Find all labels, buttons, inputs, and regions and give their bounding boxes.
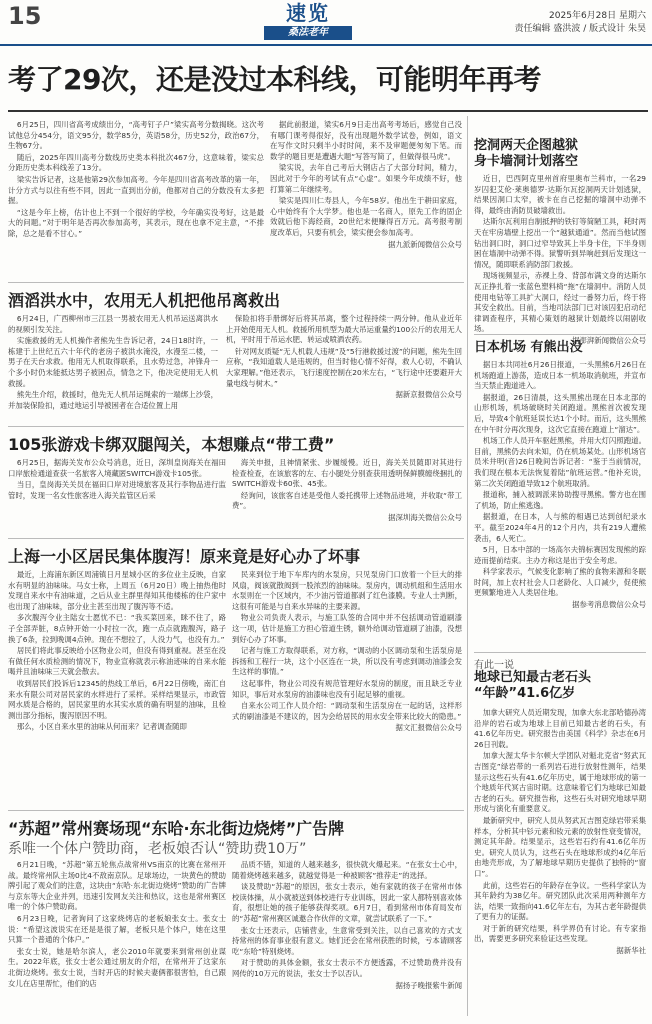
- rock-headline-line-2: “年龄”41.6亿岁: [474, 686, 576, 701]
- drone-column-2: [226, 314, 462, 420]
- section-label: [258, 0, 358, 40]
- shanghai-paragraph: 记者与施工方取得联系，对方称，“调动的小区调动泵和生活泵房是拆扬和工程行一块，这个小区连在一块，所以没有考虑到调动油漆会发生这样的事情。”: [232, 646, 462, 677]
- game-card-paragraph: 当日，皇岗海关关员在福田口岸对进境旅客及其行李物品进行监管时，发现一名女性旅客进入海关监管区后采: [8, 480, 226, 500]
- lead-paragraph: 据此前报道，梁实6月9日走出高考考场后，感觉自己没有哪门课考得很好，没有出现题外数学试卷，例如，语文在写作文时只剩半小时时间，来不及审题便匆匆下笔。而数学的题目更是遭遇大题“写答写简了，但做得很马虎”。: [270, 120, 462, 161]
- bear-source: 据参考消息微信公众号: [572, 600, 646, 610]
- jailbreak-paragraph: 达斯尔瓦利用自制抵押的铁钉等简陋工具，耗时两天在牢房墙壁上挖出一个“越狱通道”。然而当他试图钻出洞口时，洞口过窄导致其上半身卡住，下半身则困在墙洞中动弹不得。狱警听到异响赶到后发现这一情况，随即联系消防部门救援。: [474, 217, 646, 269]
- rock-headline: [474, 670, 646, 702]
- shanghai-paragraph: 物业公司负责人表示，与施工队签的合同中并不包括调动管道刷漆这一项，估计是施工方担心管道生锈，额外给调动管道刷了油漆，没想到好心办了坏事。: [232, 613, 462, 644]
- shanghai-paragraph: 最近，上海浦东新区周浦镇日月星城小区的多位业主反映，自家水有明显的油味味。马女士称，上周五（6月20日）晚上抽热他时发现自来水中有油味道，之后从业主群里得知其他楼栋的住户家中也出现了油味味，部分业主甚至出现了腹泻等不适。: [8, 570, 226, 611]
- bear-paragraph: 科学家表示，气候变化影响了熊的食物来源和冬眠时间，加上农村社会人口老龄化、人口减少，促使熊更频繁地进入人类居住地。: [474, 567, 646, 598]
- story-rule: [8, 810, 464, 811]
- bear-paragraph: 5月，日本中部的一场高尔夫锦标赛因发现熊的踪迹而提前结束。主办方称这是出于安全考虑。: [474, 545, 646, 565]
- rock-paragraph: 加拿大研究人员近期发现，加拿大东北部哈德孙湾沿岸的岩石或为地球上目前已知最古老的石头，有41.6亿年历史。研究报告由美国《科学》杂志在6月26日刊载。: [474, 708, 646, 749]
- lead-headline: 考了29次，还是没过本科线，可能明年再考: [8, 63, 541, 96]
- rock-headline-line-1: 地球已知最古老石头: [474, 670, 592, 685]
- rock-source: 据新华社: [616, 946, 646, 956]
- jailbreak-paragraph: 近日，巴西阿克里州首府里奥布兰科市，一名29岁囚犯艾伦·莱奥德罗·达斯尔瓦挖洞两天计划逃狱，结果因洞口太窄，被卡在自己挖掘的墙洞中动弹不得，最终由消防员破墙救出。: [474, 174, 646, 215]
- bear-paragraph: 报道称，捕入被调派来协助搜寻黑熊。警方也在围了机场，防止熊逃逸。: [474, 490, 646, 510]
- story-rule: [8, 538, 464, 539]
- rock-paragraph: 此前，这些岩石的年龄存在争议。一些科学家认为其年龄约为38亿年。研究团队此次采用两种测年方法，结果一致指向41.6亿年左右，为其古老年龄提供了更有力的证据。: [474, 880, 646, 922]
- shanghai-paragraph: 居民们将此事反映给小区物业公司，但没有得到重视。甚至在没有做任何水质检测的情况下，物业宣称就表示称油迹味的自来水能喝并且油味味三天就会散去。: [8, 646, 226, 677]
- story-rule: [8, 282, 464, 283]
- shanghai-water-headline: 上海一小区居民集体腹泻！原来竟是好心办了坏事: [8, 547, 361, 566]
- drone-paragraph: 熊先生介绍，救援时，他先无人机吊运绳索的一端绑上沙袋，并加装保险扣，通过地运引导被困者在合适位置上用: [8, 390, 218, 410]
- lead-column-1: [8, 120, 264, 280]
- lead-paragraph: 梁实告诉记者，这是他第29次参加高考。今年是四川省高考改革的第一年，计分方式与以往有些不同，因此一直到出分前，他都对自己的分数没有太多把握。: [8, 174, 264, 206]
- bear-headline: 日本机场 有熊出没: [474, 340, 583, 355]
- su-chao-paragraph: 品质不错，知道的人越来越多，很快就火爆起来。“在张女士心中，随着烧烤越来越多，就越觉得是一种被顾客”推荐走”的选择。: [232, 860, 462, 880]
- jailbreak-headline-line-2: 身卡墙洞计划落空: [474, 154, 579, 169]
- sidebar-rule: [474, 334, 646, 335]
- section-title: 速览: [286, 1, 330, 25]
- lead-paragraph: 6月25日，四川省高考成绩出分，“高考钉子户”梁实高考分数揭晓。这次考试他总分454分，语文95分，数学85分，英语58分，历史52分，政治67分，生物67分。: [8, 120, 264, 151]
- issue-date: 2025年6月28日 星期六: [549, 11, 646, 21]
- shanghai-paragraph: 民来到位于地下车库内的水泵房，只见泵房门口放着一个巨大的排风扇，阀该就散阀到一股浓烈的油味味。泵房内，调动机组和生活用水水泵则在一个区域内，不少油污管道都剥了红色漆膜。专业人士判断，这很有可能是与自来水异味的主要来源。: [232, 570, 462, 611]
- su-chao-paragraph: 张女士说，她是哈尔滨人，老公2010年就要来到常州创业谋生。2022年底，张女士老公通过朋友的介绍，在常州开了这家东北街边烧烤。张女士说，当时开店的时候夫妻俩都很害怕，自己跟女儿在店里帮忙，他们的店: [8, 946, 226, 988]
- game-card-headline: 105张游戏卡绑双腿闯关，本想赚点“带工费”: [8, 435, 335, 454]
- lead-source: 据九派新闻微信公众号: [388, 239, 462, 249]
- shanghai-source: 据文汇报微信公众号: [395, 723, 462, 733]
- column-divider: [467, 116, 468, 1016]
- su-chao-paragraph: 6月23日晚，记者询问了这家烧烤店的老板娘张女士。张女士说：“希望这波说实在还是是很了解，老板只是个体户，她在这里只算一个普通的个体户。”: [8, 913, 226, 945]
- su-chao-paragraph: 对于赞助的具体金额，张女士表示不方便透露，不过赞助费并没有网传的10万元的说法，张女士予以否认。: [232, 958, 462, 978]
- su-chao-paragraph: 6月21日晚，“苏超”第五轮焦点战常州VS南京的比赛在常州开战。最终常州队主场0比4不敌南京队。足球场边，一块黄色的赞助牌引起了观众们的注意，这块由“东哈·东北街边烧烤”赞助的广告牌与京东等大企业并列，迅速引发网友关注和热议，这也是常州赛区唯一的个体户赞助商。: [8, 860, 226, 912]
- su-chao-source: 据扬子晚报紫牛新闻: [395, 980, 462, 990]
- shanghai-paragraph: 这起事件，物业公司没有规范管理好水泵房的制度，而且缺乏专业知识，事后对水泵房的油漆味也没有引起足够的重视。: [232, 678, 462, 699]
- su-chao-paragraph: 谈及赞助“苏超”的原因，张女士表示，她有家就的孩子在常州市体校读体操，从小就被送到体校进行专业训练，因此一家人都特别喜欢体育，很想让她的孩子能够获得奖项。6月7日，看到常州市体育局发布的“苏超”常州赛区诚邀合作伙伴的文章，就尝试联系了一下。”: [232, 882, 462, 923]
- su-chao-subheadline: 系唯一个体户赞助商，老板娘否认“赞助费10万”: [8, 841, 307, 857]
- drone-paragraph: 针对网友质疑“无人机载人违规”及“5行港救援过渡”的问题，熊先生回应称，“我知道载人是违规的，但当时他心情不好得，救人心切，不确认大家理解。”他还表示，飞行速度控制在20米左右，“飞行途中还要避开大量电线与树木。”: [226, 346, 462, 388]
- masthead-rule: [0, 44, 652, 46]
- game-card-column-1: [8, 458, 226, 532]
- drone-column-1: [8, 314, 218, 420]
- shanghai-paragraph: 多次腹泻令业主陆女士愿忧不已：“我买菜回来，眯不住了，路子全部弄脏，8点钟开始一小时拉一次，跑一点点就跑腹泻，路子换了6条，拉到晚调4点钟。现在不想拉了，人没力气，也没有力。”: [8, 613, 226, 644]
- game-card-column-2: [232, 458, 462, 532]
- drone-paragraph: 保险扣将手册绑好后将其吊离，整个过程持续一两分钟。他从业近年上开始使用无人机。救援所用机型为最大吊运重量约100公斤的农用无人机，平时用于吊运水肥、转运或喷洒农药。: [226, 314, 462, 345]
- jailbreak-paragraph: 现场视频显示，赤裸上身、背部布满文身的达斯尔瓦正挣扎着一张蓝色塑料椅“拖”在墙洞中。消防人员使用电钻等工具扩大洞口，经过一番努力后，终于将其安全救出。目前，当地司法部门已对该囚犯启动纪律调查程序，其精心策划的越狱计划最终以闹剧收场。: [474, 271, 646, 334]
- drone-rescue-headline: 酒滔洪水中，农用无人机把他吊离救出: [8, 291, 281, 310]
- drone-paragraph: 实施救援的无人机操作者熊先生告诉记者，24日18时许，一栋建于上世纪五六十年代的老房子被洪水淹没，水漫至二楼，一男子在天台求救。他用无人机取得联系，且水势过急，冲锋舟一个多小时仍未能抵达男子被困点，情急之下，他决定使用无人机救援。: [8, 336, 218, 388]
- game-card-source: 据深圳海关微信公众号: [388, 512, 462, 522]
- bear-paragraph: 据日本共同社6月26日报道，一头黑熊6月26日在机场跑道上游荡，造成日本一机场取消航班，并宣布当天禁止跑道进入。: [474, 360, 646, 391]
- lead-paragraph: 随后，2025年四川高考分数线历史类本科批次467分，这意味着，梁实总分距历史类本科线差了13分。: [8, 152, 264, 173]
- rock-column: [474, 708, 646, 1020]
- rock-paragraph: 对于新的研究结果，科学界仍有讨论。有专家指出，需要更多研究来验证这些发现。: [474, 923, 646, 944]
- shanghai-paragraph: 收到居民们投诉后12345的热线工单后，6月22日傍晚，南汇自来水有限公司对居民家的水样进行了采样。采样结果显示，市政管网水质是合格的，居民家里的水其实水质的确有明显的油味，且检测出部分指标，腹泻原因不明。: [8, 678, 226, 720]
- jailbreak-source: 据澎湃新闻微信公众号: [572, 335, 646, 345]
- editor-credits: 责任编辑 盛洪波 / 版式设计 朱昊: [514, 24, 646, 34]
- jailbreak-headline: [474, 138, 646, 170]
- bear-paragraph: 机场工作人员开车驱赶黑熊，并用大灯闪照跑道。目前，黑熊仍去向未知，仍在机场某处。山形机场官员米井明(音)26日晚间告诉记者：“鉴于当前情况，我们现在根本无法恢复着陆”航班运营。”他补充说，第二次关闭跑道导致12个航班取消。: [474, 436, 646, 488]
- lead-paragraph: “这是今年上榜，估计也上不到一个很好的学校，今年确实没考好，这是最大的问题。”对于明年是否再次参加高考，其表示，现在也拿不定主意，“不排除，总之是看不甘心。”: [8, 207, 264, 238]
- su-chao-column-2: [232, 860, 462, 1020]
- game-card-paragraph: 经询问，该旅客自述是受他人委托携带上述物品进境，并收取“带工费”。: [232, 490, 462, 511]
- shanghai-column-1: [8, 570, 226, 804]
- bear-column: [474, 360, 646, 646]
- lead-paragraph: 梁实是四川仁寿县人，今年58岁。他出生于耕田家庭，心中始终有个大学梦。他也是一名商人，原先工作的固企效就后他下海经商，20世纪末便赚得百万元。高考报考制度改革后，只要有机会，梁实便会参加高考。: [270, 196, 462, 237]
- jailbreak-column: [474, 174, 646, 345]
- bear-paragraph: 据报道，在日本，人与熊的相遇已达到创纪录水平。截至2024年4月的12个月内，共有219人遭熊袭击，6人死亡。: [474, 512, 646, 543]
- su-chao-paragraph: 张女士还表示，店铺营业，生意常受到关注，以自己喜欢的方式支持常州的体育事业很有意义。她们还会在常州获胜的时候，亏本请顾客吃“东哈”特别烧烤。: [232, 925, 462, 956]
- jailbreak-headline-line-1: 挖洞两天企图越狱: [474, 138, 579, 153]
- shanghai-paragraph: 那么，小区自来水里的油味从何而来？记者调查随即: [16, 722, 187, 732]
- drone-paragraph: 6月24日，广西柳州市三江县一男被农用无人机吊运送离洪水的视频引发关注。: [8, 314, 218, 334]
- bear-paragraph: 据报道，26日清晨，这头黑熊出现在日本北部的山形机场，机场破晓时关闭跑道。黑熊首次被发现后，导致4个航班延误长达1个小时。而后，这头黑熊在中午时分再次现身，这次它直接在跑道上“溜达”。: [474, 392, 647, 434]
- rock-paragraph: 最新研究中，研究人员从努武瓦吉图克绿岩带采集样本，分析其中钐元素和钕元素的放射性衰变情况，测定其年龄。结果显示，这些岩石约有41.6亿年历史。研究人员认为，这些石头在地球形成约4亿年后由地壳形成，为了解地球早期历史提供了独特的“窗口”。: [474, 815, 646, 878]
- su-chao-column-1: [8, 860, 226, 1020]
- game-card-paragraph: 海关申报，且神情紧张、步履缓慢。近日，海关关员随即对其进行检查检查，在该旅客的左、右小腿处分别查获用透明保鲜膜缠绕捆扎的SWITCH游戏卡60张、45张。: [232, 458, 462, 489]
- sidebar-rule: [474, 652, 646, 653]
- kicker-label: 有此一说: [474, 660, 514, 671]
- lead-paragraph: 梁实说，去年自己考后大钢店占了大部分时间，精力，因此对于今年的考试有点“心虚”。如果今年成绩不好，他打算第二年继续考。: [270, 163, 462, 194]
- masthead-info: [515, 10, 646, 36]
- rock-paragraph: 加拿大渥太华卡尔顿大学团队对魁北克省“努武瓦吉图克”绿岩带的一系列岩石进行放射性测年，结果显示这些石头有41.6亿年历史，属于地球形成的第一个地质年代冥古宙时期。这意味着它们为地球已知最古老的石头。研究报告称，这些石头对研究地球早期形成与演化有重要意义。: [474, 751, 646, 814]
- shanghai-paragraph: 自来水公司工作人员介绍：“调动泵和生活泵房在一起的话，这样形式的刷油漆是不建议的，因为会给居民的用水安全带来比较大的隐患。”: [232, 701, 462, 721]
- shanghai-column-2: [232, 570, 462, 804]
- page-number: 15: [8, 2, 42, 30]
- headline-rule: [8, 110, 648, 112]
- brand-bar: 桑法老年: [264, 26, 352, 40]
- story-rule: [8, 426, 464, 427]
- drone-source: 据新京报微信公众号: [395, 390, 462, 400]
- lead-column-2: [270, 120, 462, 280]
- su-chao-headline: “苏超”常州赛场现“东哈·东北街边烧烤”广告牌: [8, 819, 345, 838]
- masthead: [0, 0, 652, 46]
- game-card-paragraph: 6月25日，据海关发布公众号消息，近日，深圳皇岗海关在福田口岸旅检通道查获一名旅客入境藏匿SWITCH游戏卡105张。: [8, 458, 226, 478]
